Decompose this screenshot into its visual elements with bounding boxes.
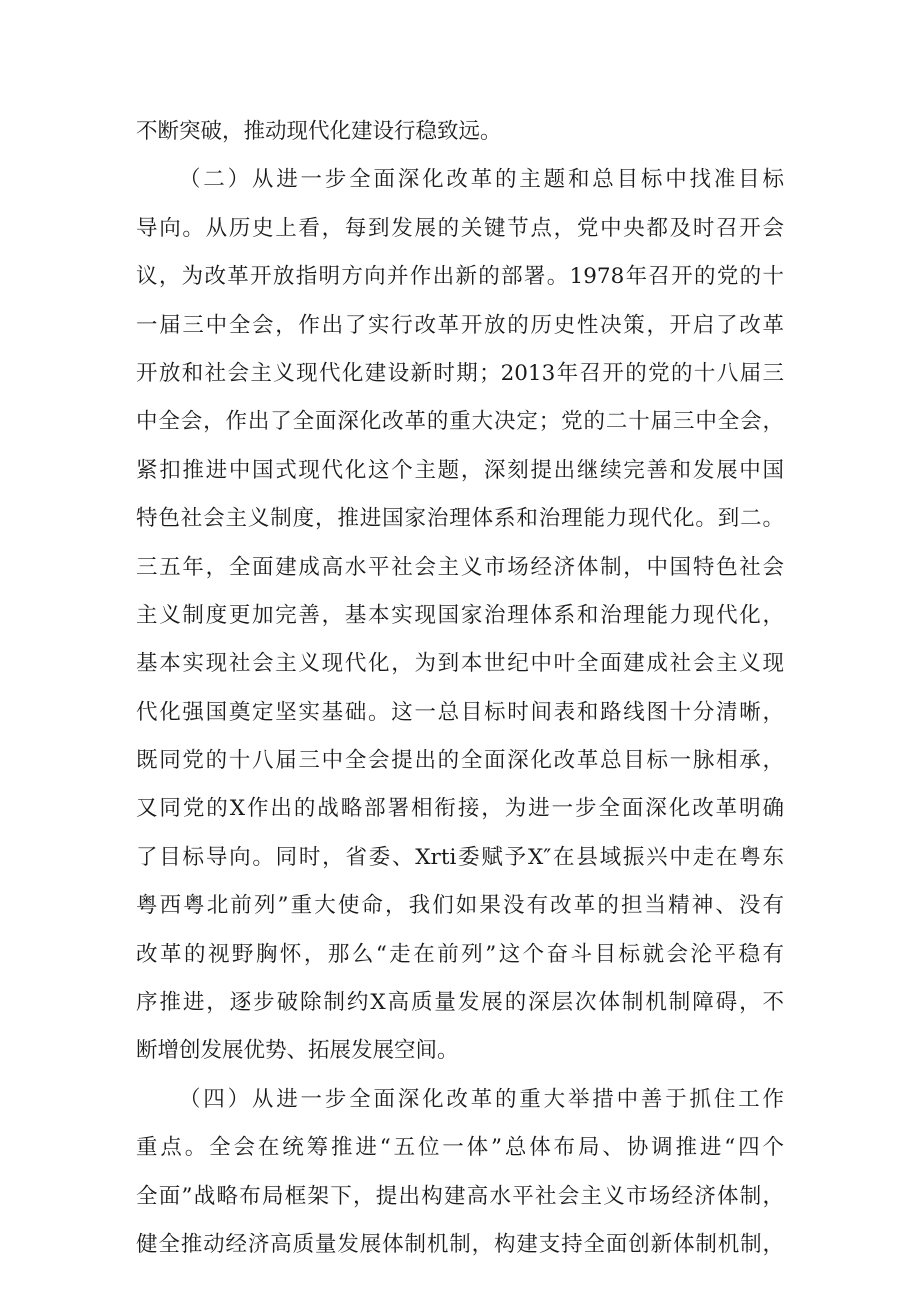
body-text (136, 108, 784, 1269)
text-line: 主义制度更加完善，基本实现国家治理体系和治理能力现代化， (136, 602, 784, 628)
section-heading-line: （二）从进一步全面深化改革的主题和总目标中找准目标 (179, 167, 784, 193)
text-line: 一届三中全会，作出了实行改革开放的历史性决策，开启了改革 (136, 312, 784, 338)
text-line: 粤西粤北前列”重大使命，我们如果没有改革的担当精神、没有 (136, 893, 784, 919)
text-line: 开放和社会主义现代化建设新时期；2013年召开的党的十八届三 (136, 360, 784, 386)
text-line: 又同党的X作出的战略部署相衔接，为进一步全面深化改革明确 (136, 796, 784, 822)
section-heading-line: （四）从进一步全面深化改革的重大举措中善于抓住工作 (179, 1086, 784, 1112)
text-line: 全面”战略布局框架下，提出构建高水平社会主义市场经济体制， (136, 1183, 784, 1209)
text-line: 基本实现社会主义现代化，为到本世纪中叶全面建成社会主义现 (136, 651, 784, 677)
text-line: 三五年，全面建成高水平社会主义市场经济体制，中国特色社会 (136, 554, 784, 580)
text-line: 健全推动经济高质量发展体制机制，构建支持全面创新体制机制， (136, 1231, 784, 1257)
text-line: 了目标导向。同时，省委、Xrti委赋予X″在县域振兴中走在粤东 (136, 844, 784, 870)
text-line: 特色社会主义制度，推进国家治理体系和治理能力现代化。到二。 (136, 506, 784, 532)
text-line: 代化强国奠定坚实基础。这一总目标时间表和路线图十分清晰， (136, 699, 784, 725)
text-line: 改革的视野胸怀，那么“走在前列”这个奋斗目标就会沦平稳有 (136, 941, 784, 967)
text-line: 中全会，作出了全面深化改革的重大决定；党的二十届三中全会， (136, 409, 784, 435)
text-line: 不断突破，推动现代化建设行稳致远。 (136, 119, 502, 144)
text-line: 断增创发展优势、拓展发展空间。 (136, 1038, 459, 1064)
text-line: 导向。从历史上看，每到发展的关键节点，党中央都及时召开会 (136, 215, 784, 241)
text-line: 紧扣推进中国式现代化这个主题，深刻提出继续完善和发展中国 (136, 457, 784, 483)
text-line: 重点。全会在统筹推进“五位一体”总体布局、协调推进“四个 (136, 1135, 784, 1161)
text-line: 既同党的十八届三中全会提出的全面深化改革总目标一脉相承， (136, 748, 784, 774)
text-line: 序推进，逐步破除制约X高质量发展的深层次体制机制障碍，不 (136, 990, 784, 1016)
text-line: 议，为改革开放指明方向并作出新的部署。1978年召开的党的十 (136, 264, 784, 290)
